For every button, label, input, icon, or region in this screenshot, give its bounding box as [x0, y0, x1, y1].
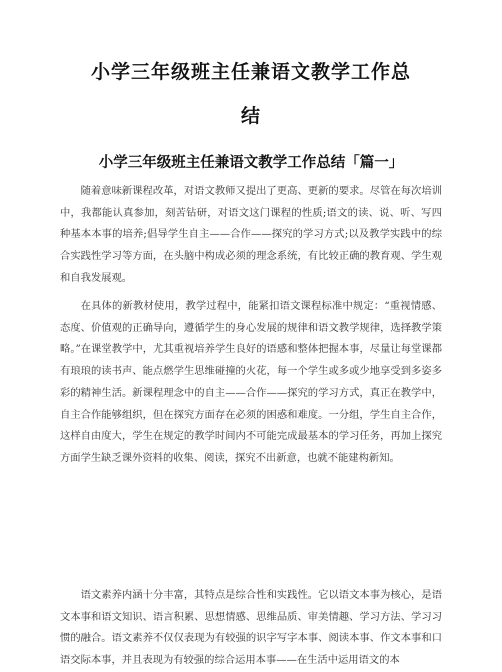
paragraph-1: 随着意味新课程改革，对语文教师又提出了更高、更新的要求。尽管在每次培训中，我都能认真参加，刻苦钻研，对语文这门课程的性质;语文的读、说、听、写四种基本本事的培养;倡导学生自主——合作——探究的学习方式;以及教学实践中的综合实践性学习等方面，在头脑中构成必须的理念系统，有比较正确的教育观、学生观和自我发展观。: [60, 185, 442, 284]
paragraph-3: 语文素养内涵十分丰富，其特点是综合性和实践性。它以语文本事为核心，是语文本事和语文知识、语言积累、思想情感、思维品质、审美情趣、学习方法、学习习惯的融合。语文素养不仅仅表现为有较强的识字写字本事、阅读本事、作文本事和口语交际本事，并且表现为有较强的综合运用本事——在生活中运用语文的本: [60, 589, 442, 667]
document-title-line1: 小学三年级班主任兼语文教学工作总: [90, 61, 411, 83]
section-heading: 小学三年级班主任兼语文教学工作总结「篇一」: [98, 154, 404, 171]
document-title-line2: 结: [240, 105, 261, 127]
paragraph-2: 在具体的新教材使用，教学过程中，能紧扣语文课程标准中规定：“重视情感、态度、价值观的正确导向，遵循学生的身心发展的规律和语文教学规律，选择教学策略。”在课堂教学中，尤其重视培养学生良好的语感和整体把握本事，尽量让每堂课都有琅琅的读书声、能点燃学生思维碰撞的火花，每一个学生或多或少地享受到多姿多彩的精神生活。新课程理念中的自主——合作——探究的学习方式，真正在教学中，自主合作能够组织，但在探究方面存在必须的困惑和难度。一分组，学生自主合作，这样自由度大，学生在规定的教学时间内不可能完成最基本的学习任务，再加上探究方面学生缺乏课外资料的收集、阅读，探究不出新意，也就不能建构新知。: [60, 300, 442, 464]
